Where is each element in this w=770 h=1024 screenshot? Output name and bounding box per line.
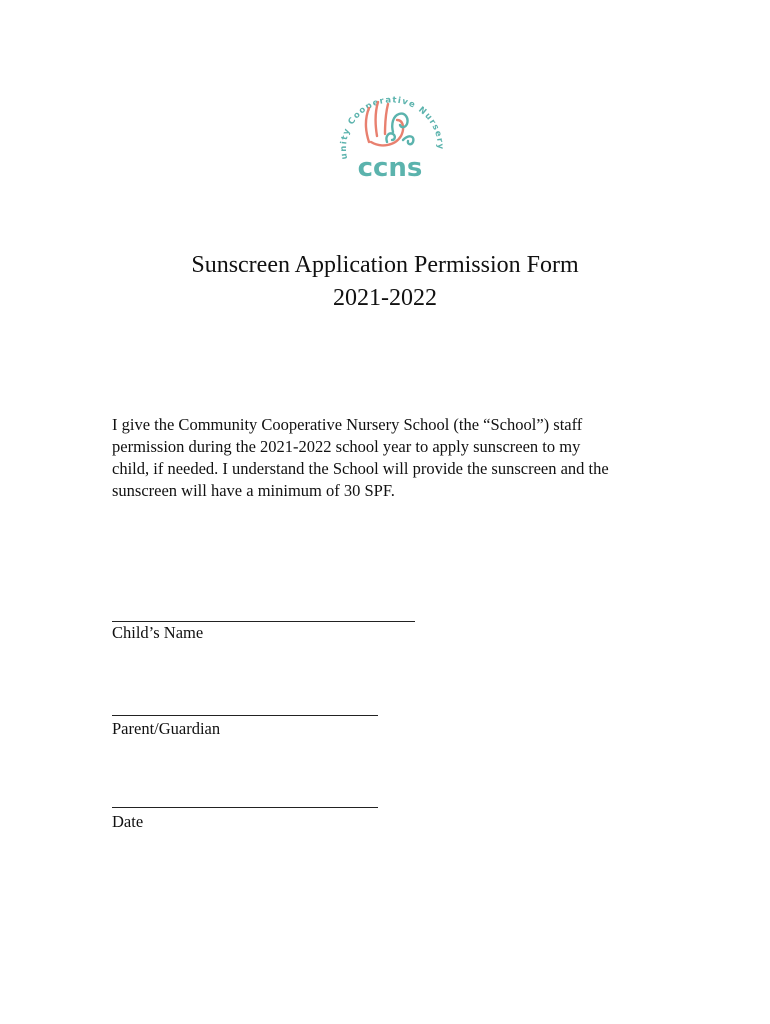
child-name-label: Child’s Name bbox=[112, 623, 204, 642]
permission-line: permission during the 2021-2022 school year to apply sunscreen to my bbox=[112, 437, 581, 456]
permission-line: sunscreen will have a minimum of 30 SPF. bbox=[112, 481, 395, 500]
child-name-field[interactable] bbox=[112, 621, 415, 622]
permission-line: child, if needed. I understand the School will provide the sunscreen and the bbox=[112, 459, 609, 478]
logo-arc-text: unity Cooperative Nursery bbox=[338, 95, 446, 161]
date-field[interactable] bbox=[112, 807, 378, 808]
form-school-year: 2021-2022 bbox=[333, 285, 437, 311]
parent-guardian-label: Parent/Guardian bbox=[112, 719, 221, 738]
permission-statement bbox=[112, 414, 672, 502]
form-title: Sunscreen Application Permission Form bbox=[191, 252, 579, 278]
date-label: Date bbox=[112, 812, 144, 831]
hand-spiral-logo-icon bbox=[325, 70, 455, 190]
permission-line: I give the Community Cooperative Nursery School (the “School”) staff bbox=[112, 415, 583, 434]
logo-wordmark: ccns bbox=[357, 153, 423, 183]
school-logo bbox=[325, 70, 455, 190]
parent-guardian-field[interactable] bbox=[112, 715, 378, 716]
